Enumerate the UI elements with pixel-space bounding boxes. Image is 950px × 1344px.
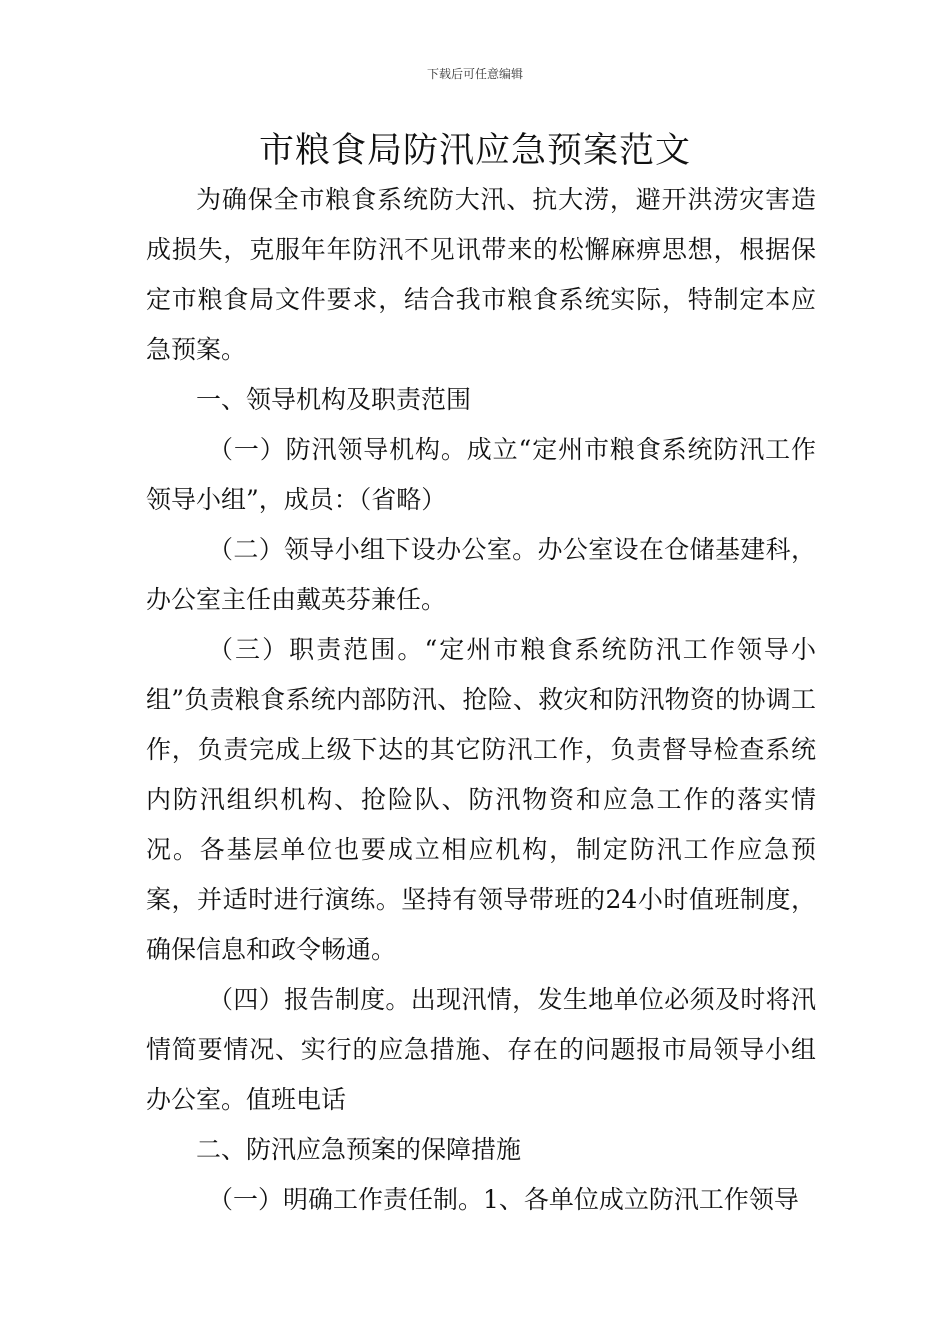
document-body	[146, 175, 816, 1225]
intro-paragraph: 为确保全市粮食系统防大汛、抗大涝，避开洪涝灾害造成损失，克服年年防汛不见讯带来的松懈麻痹思想，根据保定市粮食局文件要求，结合我市粮食系统实际，特制定本应急预案。	[146, 185, 816, 364]
section-heading-2: 二、防汛应急预案的保障措施	[196, 1135, 522, 1164]
document-title: 市粮食局防汛应急预案范文	[258, 131, 691, 171]
paragraph-leadership: （一）防汛领导机构。成立“定州市粮食系统防汛工作领导小组”，成员：（省略）	[146, 435, 816, 514]
paragraph-responsibility: （一）明确工作责任制。1、各单位成立防汛工作领导	[208, 1185, 799, 1214]
section-heading-1: 一、领导机构及职责范围	[196, 385, 472, 414]
paragraph-office: （二）领导小组下设办公室。办公室设在仓储基建科，办公室主任由戴英芬兼任。	[146, 535, 816, 614]
paragraph-reporting: （四）报告制度。出现汛情，发生地单位必须及时将汛情简要情况、实行的应急措施、存在的问题报市局领导小组办公室。值班电话	[146, 985, 816, 1114]
paragraph-duties: （三）职责范围。“定州市粮食系统防汛工作领导小组”负责粮食系统内部防汛、抢险、救灾和防汛物资的协调工作，负责完成上级下达的其它防汛工作，负责督导检查系统内防汛组织机构、抢险队、防汛物资和应急工作的落实情况。各基层单位也要成立相应机构，制定防汛工作应急预案，并适时进行演练。坚持有领导带班的24小时值班制度，确保信息和政令畅通。	[146, 635, 816, 964]
header-note: 下载后可任意编辑	[426, 67, 523, 81]
